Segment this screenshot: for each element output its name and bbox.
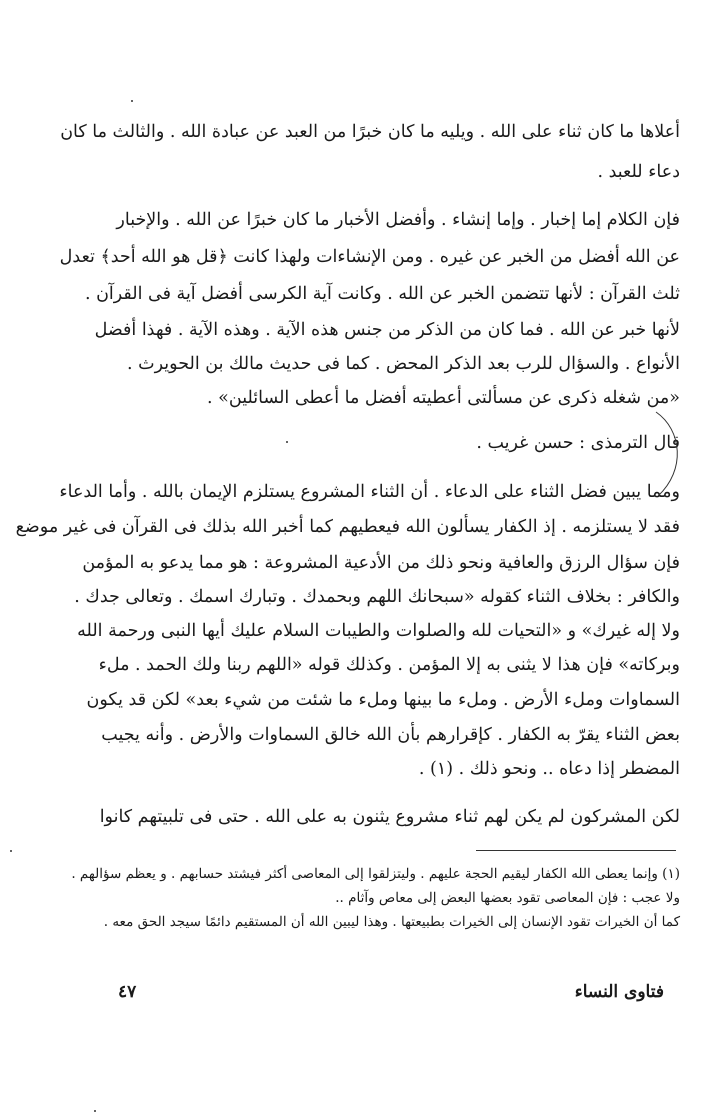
body-line: دعاء للعبد . xyxy=(597,162,680,182)
body-line: قال الترمذى : حسن غريب . xyxy=(476,433,680,453)
body-line: وبركاته» فإن هذا لا يثنى به إلا المؤمن . وكذلك قوله «اللهم ربنا ولك الحمد . ملء xyxy=(98,655,680,675)
body-line: المضطر إذا دعاه .. ونحو ذلك . (١) . xyxy=(418,759,680,779)
body-line: لأنها خبر عن الله . فما كان من الذكر من جنس هذه الآية . وهذه الآية . فهذا أفضل xyxy=(94,320,680,340)
body-line: بعض الثناء يقرّ به الكفار . كإقرارهم بأن الله خالق السماوات والأرض . وأنه يجيب xyxy=(101,725,680,745)
footnote-line: كما أن الخيرات تقود الإنسان إلى الخيرات بطبيعتها . وهذا ليبين الله أن المستقيم دائمًا سيجد الحق معه . xyxy=(103,914,680,930)
body-line: الأنواع . والسؤال للرب بعد الذكر المحض . كما فى حديث مالك بن الحويرث . xyxy=(127,354,680,374)
footnote-separator xyxy=(476,850,676,851)
scan-speck xyxy=(10,850,12,852)
scan-speck xyxy=(131,100,133,102)
body-line: فإن الكلام إما إخبار . وإما إنشاء . وأفضل الأخبار ما كان خبرًا عن الله . والإخبار xyxy=(116,210,680,230)
body-line: والكافر : بخلاف الثناء كقوله «سبحانك اللهم وبحمدك . وتبارك اسمك . وتعالى جدك . xyxy=(74,587,680,607)
body-line: ثلث القرآن : لأنها تتضمن الخبر عن الله . وكانت آية الكرسى أفضل آية فى القرآن . xyxy=(84,284,680,304)
body-line: فإن سؤال الرزق والعافية ونحو ذلك من الأدعية المشروعة : هو مما يدعو به المؤمن xyxy=(82,553,680,573)
margin-bracket-mark xyxy=(652,410,692,500)
scan-speck xyxy=(94,1110,96,1112)
footnote-line: (١) وإنما يعطى الله الكفار ليقيم الحجة عليهم . وليتزلقوا إلى المعاصى أكثر فيشتد حسابهم . و يعظم سؤالهم . xyxy=(71,866,680,882)
body-line: عن الله أفضل من الخبر عن غيره . ومن الإنشاءات ولهذا كانت ﴿قل هو الله أحد﴾ تعدل xyxy=(59,247,680,267)
body-line: ولا إله غيرك» و «التحيات لله والصلوات والطيبات السلام عليك أيها النبى ورحمة الله xyxy=(77,621,680,641)
body-line: ومما يبين فضل الثناء على الدعاء . أن الثناء المشروع يستلزم الإيمان بالله . وأما الدعاء xyxy=(59,482,680,502)
body-line: لكن المشركون لم يكن لهم ثناء مشروع يثنون به على الله . حتى فى تلبيتهم كانوا xyxy=(99,807,680,827)
scan-speck xyxy=(286,441,288,443)
body-line: السماوات وملء الأرض . وملء ما بينها وملء ما شئت من شيء بعد» لكن قد يكون xyxy=(86,690,680,710)
body-line: أعلاها ما كان ثناء على الله . ويليه ما كان خبرًا من العبد عن عبادة الله . والثالث ما كان xyxy=(60,122,680,142)
footnote-line: ولا عجب : فإن المعاصى تقود بعضها البعض إلى معاص وآثام .. xyxy=(335,890,680,906)
body-line: «من شغله ذكرى عن مسألتى أعطيته أفضل ما أعطى السائلين» . xyxy=(207,388,680,408)
body-line: فقد لا يستلزمه . إذ الكفار يسألون الله فيعطيهم كما أخبر الله بذلك فى القرآن فى غير موضع xyxy=(15,517,680,537)
page-number: ٤٧ xyxy=(118,982,137,1002)
book-title-logo: فتاوى النساء xyxy=(574,982,664,1002)
